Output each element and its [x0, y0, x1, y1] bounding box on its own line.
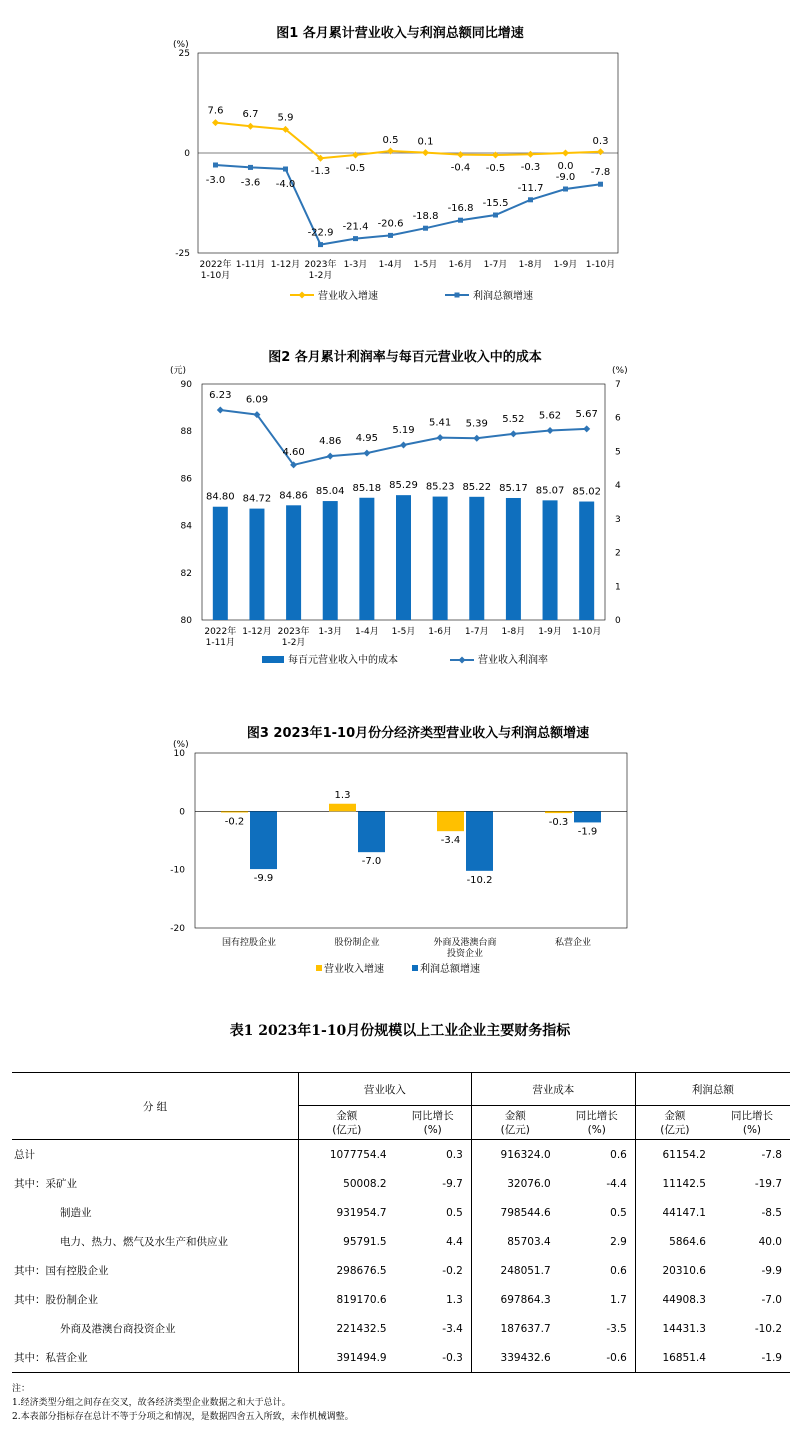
chart-1-x-tick: 1-5月	[413, 260, 438, 270]
growth-cell: -3.5	[606, 1322, 627, 1335]
chart-1-revenue-point	[422, 149, 429, 156]
chart-2-y-right-unit: (%)	[612, 366, 628, 376]
growth-cell: -8.5	[761, 1206, 782, 1219]
growth-cell: 4.4	[446, 1235, 463, 1248]
chart-1-profit-point	[318, 242, 323, 247]
financial-indicators-table	[12, 1072, 790, 1373]
col-group-cost: 营业成本	[471, 1073, 635, 1106]
growth-cell: 0.6	[610, 1148, 627, 1161]
chart-1-data-label: -22.9	[307, 227, 334, 239]
chart-1	[0, 0, 800, 320]
chart-2-line-point	[217, 406, 224, 413]
chart-1-data-label: -0.5	[485, 163, 506, 174]
row-label: 其中：私营企业	[12, 1343, 299, 1373]
chart-2-x-tick: 1-3月	[318, 627, 343, 637]
chart-3-x-tick: 股份制企业	[334, 938, 380, 948]
growth-cell: -3.4	[442, 1322, 463, 1335]
amount-cell: 44908.3	[635, 1285, 714, 1314]
amount-cell: 916324.0	[471, 1140, 558, 1170]
chart-1-legend-label: 营业收入增速	[318, 291, 378, 302]
chart-2-line-label: 6.09	[245, 394, 269, 406]
chart-2-y-left-unit: (元)	[170, 366, 187, 376]
chart-1-x-tick: 2023年 1-2月	[304, 260, 337, 281]
chart-2-x-tick: 2023年 1-2月	[277, 627, 310, 648]
growth-cell: 0.5	[446, 1206, 463, 1219]
growth-cell: -10.2	[754, 1322, 782, 1335]
chart-2-line-label: 5.67	[575, 408, 598, 420]
amount-unit: (亿元)	[332, 1123, 362, 1136]
chart-2-bar	[286, 505, 301, 620]
chart-2-bar	[433, 497, 448, 620]
chart-2-x-tick: 1-8月	[501, 627, 526, 637]
chart-1-data-label: -21.4	[342, 221, 369, 233]
chart-2-y-right-tick: 7	[615, 380, 621, 390]
chart-2-bar	[543, 500, 558, 620]
chart-2	[0, 340, 800, 680]
chart-1-revenue-point	[457, 151, 464, 158]
col-group-revenue: 营业收入	[299, 1073, 472, 1106]
table-row	[12, 1198, 790, 1227]
amount-cell: 16851.4	[635, 1343, 714, 1373]
legend-bar-icon	[412, 965, 418, 971]
chart-2-bar-label: 85.02	[572, 486, 602, 498]
chart-2-line-label: 5.41	[429, 417, 452, 429]
chart-2-y-right-tick: 4	[615, 481, 621, 492]
chart-2-line-point	[583, 425, 590, 432]
chart-1-profit-point	[248, 165, 253, 170]
amount-header	[635, 1106, 714, 1140]
chart-2-bar	[506, 498, 521, 620]
chart-3-bar-label: -1.9	[577, 826, 598, 838]
chart-1-data-label: 5.9	[277, 112, 294, 124]
table-row	[12, 1256, 790, 1285]
note-item: 1.经济类型分组之间存在交叉，故各经济类型企业数据之和大于总计。	[12, 1398, 291, 1408]
amount-cell: 11142.5	[635, 1169, 714, 1198]
note-item: 2.本表部分指标存在总计不等于分项之和情况，是数据四舍五入所致，未作机械调整。	[12, 1412, 354, 1422]
chart-2-line-point	[400, 442, 407, 449]
chart-2-line-label: 5.52	[502, 413, 525, 425]
chart-1-revenue-point	[597, 148, 604, 155]
chart-3-y-unit: (%)	[173, 740, 189, 750]
row-label: 其中：国有控股企业	[14, 1265, 109, 1277]
chart-1-data-label: 0.0	[557, 161, 574, 172]
chart-1-x-tick: 1-9月	[553, 260, 578, 270]
chart-3-title: 图3 2023年1-10月份分经济类型营业收入与利润总额增速	[246, 726, 590, 741]
chart-3-bar	[358, 811, 385, 852]
chart-2-y-right-tick: 1	[615, 582, 621, 593]
chart-1-x-tick: 1-10月	[585, 260, 616, 270]
chart-2-x-tick: 1-5月	[391, 627, 416, 637]
growth-label: 同比增长	[730, 1109, 773, 1122]
chart-3-bar	[574, 811, 601, 822]
chart-2-title: 图2 各月累计利润率与每百元营业收入中的成本	[268, 350, 542, 365]
chart-3-bar	[329, 804, 356, 812]
chart-1-data-label: -0.5	[345, 163, 366, 174]
chart-3-legend-label: 营业收入增速	[324, 964, 384, 975]
chart-3-bar	[250, 811, 277, 869]
growth-unit: (%)	[587, 1123, 606, 1136]
chart-1-y-tick: -25	[175, 249, 190, 259]
growth-cell: -0.2	[442, 1264, 463, 1277]
chart-2-x-tick: 2022年 1-11月	[204, 627, 237, 648]
legend-marker-icon	[299, 292, 306, 299]
chart-1-data-label: -3.6	[240, 177, 261, 189]
chart-1-data-label: -0.3	[520, 162, 541, 174]
chart-2-x-tick: 1-7月	[464, 627, 489, 637]
table-row	[12, 1343, 790, 1373]
chart-1-profit-point	[353, 236, 358, 241]
chart-2-series-line	[220, 410, 586, 465]
chart-3-bar-label: -0.2	[224, 816, 245, 828]
chart-3-x-tick: 私营企业	[554, 938, 592, 948]
amount-cell: 298676.5	[299, 1256, 395, 1285]
amount-cell: 61154.2	[635, 1140, 714, 1170]
chart-3-legend-label: 利润总额增速	[420, 964, 480, 975]
chart-2-bar-label: 85.22	[462, 481, 492, 493]
growth-cell: -0.3	[395, 1343, 472, 1373]
chart-2-line-label: 5.39	[465, 418, 488, 430]
row-label: 制造业	[60, 1207, 92, 1219]
chart-2-y-right-tick: 6	[615, 413, 621, 424]
chart-3-bar	[437, 811, 464, 831]
chart-2-y-right-tick: 5	[615, 447, 621, 458]
chart-1-data-label: 7.6	[207, 105, 224, 117]
growth-cell: -9.9	[761, 1264, 782, 1277]
chart-1-data-label: -18.8	[412, 211, 439, 223]
amount-cell: 931954.7	[299, 1198, 395, 1227]
growth-cell: -7.8	[761, 1148, 782, 1161]
chart-2-line-label: 4.60	[282, 446, 305, 458]
chart-2-bar	[579, 502, 594, 620]
amount-cell: 697864.3	[471, 1285, 558, 1314]
table-row	[12, 1169, 790, 1198]
growth-cell: 0.5	[610, 1206, 627, 1219]
table-title: 表1 2023年1-10月份规模以上工业企业主要财务指标	[229, 1023, 571, 1039]
chart-2-line-label: 4.95	[355, 433, 378, 445]
chart-1-data-label: -3.0	[205, 175, 226, 186]
chart-2-bar	[359, 498, 374, 620]
chart-2-line-label: 6.23	[209, 389, 232, 401]
amount-label: 金额	[336, 1109, 358, 1122]
chart-3-x-tick: 国有控股企业	[221, 938, 277, 948]
chart-2-line-point	[327, 453, 334, 460]
growth-cell: 1.3	[446, 1293, 463, 1306]
growth-cell: -9.7	[442, 1177, 463, 1190]
amount-header	[471, 1106, 558, 1140]
amount-unit: (亿元)	[660, 1123, 690, 1136]
chart-1-profit-point	[598, 182, 603, 187]
growth-cell: -1.9	[714, 1343, 790, 1373]
chart-2-bar-label: 85.17	[499, 482, 528, 494]
chart-1-x-tick: 1-11月	[235, 260, 266, 270]
chart-2-x-tick: 1-9月	[538, 627, 562, 637]
chart-1-data-label: -1.3	[310, 166, 331, 178]
amount-header	[299, 1106, 395, 1140]
chart-1-data-label: -0.4	[450, 162, 471, 174]
chart-1-x-tick: 2022年 1-10月	[199, 260, 232, 281]
amount-cell: 32076.0	[471, 1169, 558, 1198]
growth-header	[559, 1106, 636, 1140]
chart-2-line-label: 5.19	[392, 425, 415, 437]
chart-2-x-tick: 1-12月	[242, 627, 272, 637]
amount-cell: 85703.4	[471, 1227, 558, 1256]
chart-2-legend-label: 每百元营业收入中的成本	[288, 655, 398, 666]
chart-2-y-left-tick: 86	[180, 474, 192, 485]
chart-1-title: 图1 各月累计营业收入与利润总额同比增速	[276, 26, 524, 41]
amount-label: 金额	[504, 1109, 526, 1122]
col-group-profit: 利润总额	[635, 1073, 790, 1106]
growth-cell: 0.3	[446, 1148, 463, 1161]
chart-1-x-tick: 1-3月	[343, 260, 368, 270]
chart-1-profit-point	[388, 233, 393, 238]
growth-header	[395, 1106, 472, 1140]
notes-heading: 注：	[12, 1384, 31, 1394]
chart-1-revenue-point	[492, 152, 499, 159]
chart-1-x-tick: 1-7月	[483, 260, 508, 270]
chart-2-bar-label: 85.04	[315, 486, 345, 498]
table-row	[12, 1314, 790, 1343]
chart-1-data-label: -16.8	[447, 203, 474, 215]
chart-2-y-right-tick: 3	[615, 514, 621, 525]
chart-1-profit-point	[458, 218, 463, 223]
chart-1-data-label: 0.5	[382, 135, 399, 146]
chart-1-revenue-point	[562, 150, 569, 157]
chart-2-x-tick: 1-6月	[428, 627, 452, 637]
chart-3-bar-label: -7.0	[361, 856, 382, 868]
chart-1-revenue-point	[247, 123, 254, 130]
chart-1-data-label: -9.0	[555, 172, 576, 183]
chart-2-y-right-tick: 0	[615, 616, 621, 626]
chart-3-y-tick: 10	[173, 749, 185, 759]
chart-1-data-label: -15.5	[482, 198, 509, 209]
chart-1-revenue-point	[387, 148, 394, 155]
chart-1-profit-point	[283, 167, 288, 172]
amount-cell: 44147.1	[635, 1198, 714, 1227]
chart-3-y-tick: -10	[170, 865, 185, 876]
chart-1-legend-label: 利润总额增速	[473, 291, 533, 302]
chart-1-data-label: 6.7	[242, 109, 259, 121]
chart-1-profit-point	[528, 197, 533, 202]
chart-3-bar-label: -3.4	[440, 835, 461, 847]
growth-cell: -7.0	[761, 1293, 782, 1306]
legend-bar-icon	[316, 965, 322, 971]
growth-unit: (%)	[742, 1123, 762, 1136]
chart-3-bar	[221, 811, 248, 812]
chart-2-bar-label: 85.23	[425, 481, 455, 493]
chart-1-y-tick: 25	[178, 49, 190, 59]
chart-2-bar-label: 84.86	[279, 490, 308, 502]
chart-2-y-left-tick: 88	[180, 427, 192, 438]
table-row	[12, 1140, 790, 1170]
chart-2-bar	[323, 501, 338, 620]
chart-2-bar	[249, 509, 264, 620]
amount-cell: 5864.6	[635, 1227, 714, 1256]
chart-1-series-line	[216, 162, 601, 245]
chart-2-bar-label: 85.18	[352, 482, 382, 494]
chart-2-x-tick: 1-4月	[355, 627, 379, 637]
chart-1-revenue-point	[212, 119, 219, 126]
chart-2-line-point	[437, 434, 444, 441]
chart-3-bar-label: -10.2	[466, 874, 493, 886]
chart-3-bar-label: 1.3	[334, 789, 351, 801]
chart-2-y-left-tick: 84	[180, 521, 192, 532]
chart-1-x-tick: 1-6月	[448, 260, 473, 270]
legend-marker-icon	[459, 657, 466, 664]
chart-2-y-left-tick: 90	[180, 380, 192, 390]
chart-2-bar-label: 85.07	[535, 485, 565, 497]
growth-label: 同比增长	[575, 1109, 618, 1122]
chart-1-data-label: -20.6	[377, 218, 404, 230]
chart-2-bar-label: 85.29	[389, 480, 418, 492]
legend-bar-icon	[262, 656, 284, 663]
chart-3-bar	[545, 811, 572, 813]
chart-2-bar-label: 84.72	[242, 493, 272, 505]
amount-cell: 1077754.4	[299, 1140, 395, 1170]
chart-2-line-label: 5.62	[538, 410, 562, 422]
chart-1-x-tick: 1-4月	[378, 260, 403, 270]
chart-1-profit-point	[213, 163, 218, 168]
table-row	[12, 1285, 790, 1314]
chart-1-data-label: -4.0	[275, 179, 296, 190]
amount-cell: 798544.6	[471, 1198, 558, 1227]
chart-2-line-point	[363, 450, 370, 457]
row-label: 总计	[14, 1149, 35, 1161]
growth-cell: -0.6	[559, 1343, 636, 1373]
amount-cell: 339432.6	[471, 1343, 558, 1373]
chart-2-line-label: 4.86	[319, 436, 342, 448]
growth-cell: 2.9	[610, 1235, 627, 1248]
chart-3-bar-label: -9.9	[253, 873, 274, 885]
chart-1-revenue-point	[352, 152, 359, 159]
chart-1-data-label: -11.7	[517, 182, 544, 194]
chart-2-bar	[469, 497, 484, 620]
chart-1-y-unit: (%)	[173, 40, 189, 50]
growth-header	[714, 1106, 790, 1140]
amount-cell: 20310.6	[635, 1256, 714, 1285]
chart-1-profit-point	[423, 226, 428, 231]
chart-3-bar-label: -0.3	[548, 817, 569, 829]
growth-cell: 0.6	[610, 1264, 627, 1277]
chart-1-x-tick: 1-12月	[270, 260, 301, 270]
chart-1-profit-point	[563, 187, 568, 192]
row-label: 电力、热力、燃气及水生产和供应业	[60, 1236, 228, 1248]
chart-1-data-label: -7.8	[590, 167, 611, 179]
chart-2-bar	[396, 495, 411, 620]
amount-cell: 391494.9	[299, 1343, 395, 1373]
chart-2-legend-label: 营业收入利润率	[478, 655, 548, 666]
amount-cell: 819170.6	[299, 1285, 395, 1314]
row-label: 外商及港澳台商投资企业	[60, 1323, 176, 1335]
amount-cell: 14431.3	[635, 1314, 714, 1343]
growth-unit: (%)	[423, 1123, 442, 1136]
chart-1-revenue-point	[527, 151, 534, 158]
amount-cell: 95791.5	[299, 1227, 395, 1256]
chart-1-data-label: 0.3	[592, 135, 609, 147]
chart-2-bar-label: 84.80	[205, 491, 235, 503]
chart-2-line-point	[547, 427, 554, 434]
group-header: 分 组	[12, 1073, 299, 1140]
growth-label: 同比增长	[411, 1109, 454, 1122]
amount-cell: 50008.2	[299, 1169, 395, 1198]
amount-cell: 187637.7	[471, 1314, 558, 1343]
amount-label: 金额	[664, 1109, 686, 1122]
amount-cell: 221432.5	[299, 1314, 395, 1343]
chart-2-x-tick: 1-10月	[571, 627, 602, 637]
chart-3-y-tick: 0	[179, 807, 185, 818]
row-label: 其中：采矿业	[14, 1178, 77, 1190]
row-label: 其中：股份制企业	[14, 1294, 98, 1306]
chart-3	[0, 715, 800, 985]
chart-3-bar	[466, 811, 493, 871]
amount-unit: (亿元)	[500, 1123, 530, 1136]
chart-1-profit-point	[493, 213, 498, 218]
growth-cell: -19.7	[754, 1177, 782, 1190]
legend-marker-icon	[455, 293, 460, 298]
chart-2-y-left-tick: 80	[180, 616, 192, 626]
chart-2-y-right-tick: 2	[615, 548, 621, 559]
chart-3-y-tick: -20	[170, 924, 185, 934]
chart-2-line-point	[473, 435, 480, 442]
chart-2-bar	[213, 507, 228, 620]
growth-cell: 40.0	[758, 1235, 782, 1248]
growth-cell: 1.7	[610, 1293, 627, 1306]
chart-1-x-tick: 1-8月	[518, 260, 543, 270]
growth-cell: -4.4	[606, 1177, 627, 1190]
chart-3-x-tick: 外商及港澳台商投资企业	[433, 938, 497, 959]
table-row	[12, 1227, 790, 1256]
amount-cell: 248051.7	[471, 1256, 558, 1285]
chart-2-line-point	[510, 430, 517, 437]
chart-1-data-label: 0.1	[417, 136, 434, 148]
table-notes	[12, 1382, 354, 1424]
chart-2-y-left-tick: 82	[180, 568, 192, 579]
chart-1-y-tick: 0	[184, 149, 190, 159]
